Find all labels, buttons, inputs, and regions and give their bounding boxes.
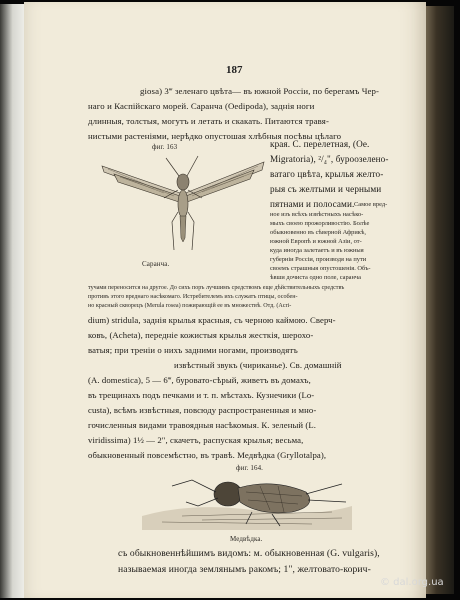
- text-line: края. С. перелетная, (Oe.: [270, 139, 370, 149]
- text-line: ватаго цвѣта, крылья желто-: [270, 169, 384, 179]
- watermark: © dal.org.ua: [380, 577, 444, 588]
- figure-caption: Медвѣдка.: [230, 535, 263, 543]
- book-page: [24, 2, 426, 598]
- text-line: наго и Каспійскаго морей. Саранча (Oedipoda), заднія ноги: [88, 101, 315, 111]
- small-text-line: своемъ страшныя опустошенія. Объ-: [270, 265, 371, 272]
- text-line: dium) stridula, заднія крылья красныя, съ черною каймою. Сверч-: [88, 315, 336, 325]
- text-line: ковъ, (Acheta), передніе кожистыя крылья жесткія, шерохо-: [88, 330, 314, 340]
- small-text-line: ѣвши дочиста одно поле, саранча: [270, 274, 361, 281]
- small-text-line: куда иногда залетаетъ и въ южныя: [270, 247, 364, 254]
- figure-label: фиг. 164.: [236, 464, 264, 472]
- text-line: ватыя; при треніи о нихъ задними ногами, производятъ: [88, 345, 298, 355]
- small-text-line: тучами переносится на другое. До сихъ поръ лучшимъ средствомъ еще дѣйствительныхъ средствъ: [88, 285, 345, 291]
- mole-cricket-illustration: [142, 472, 352, 530]
- text-line: viridissima) 1½ — 2", скачетъ, распуская крылья; весьма,: [88, 435, 304, 445]
- small-text-line: противъ этого вреднаго насѣкомаго. Истребителемъ ихъ служатъ птицы, особен-: [88, 294, 298, 300]
- text-line: называемая иногда землянымъ ракомъ; 1", желтовато-корич-: [118, 564, 371, 575]
- small-text-line: губерніи Россіи, производя на пути: [270, 256, 367, 263]
- text-line: извѣстный звукъ (чириканье). Св. домашній: [174, 360, 342, 370]
- text-line: нистыми растеніями, нерѣдко опустошая хлѣбныя посѣвы цѣлаго: [88, 131, 342, 141]
- small-text-line: ное изъ всѣхъ извѣстныхъ насѣко-: [270, 211, 364, 218]
- small-text-line: обыкновенно въ сѣверной Африкѣ,: [270, 229, 366, 236]
- small-text-line: южной Европѣ и южной Азіи, от-: [270, 238, 362, 245]
- page-number: 187: [226, 64, 243, 76]
- text-line: custa), всѣмъ извѣстныя, повсюду распространенныя и мно-: [88, 405, 317, 415]
- figure-label: фиг. 163: [152, 143, 178, 151]
- small-text-line: но красный скворецъ (Merula rosea) пожирающій ее въ множествѣ. Отд. (Acri-: [88, 303, 292, 309]
- text-line: обыкновенный повсемѣстно, въ травѣ. Медвѣдка (Gryllotalpa),: [88, 450, 327, 460]
- text-line: гочисленныя видами травоядныя насѣкомыя. К. зеленый (L.: [88, 420, 317, 430]
- locust-illustration: [94, 152, 272, 257]
- small-text-line: мыхъ своею прожорливостію. Болѣе: [270, 220, 370, 227]
- text-line: рыя съ желтыми и черными: [270, 184, 382, 194]
- text-line: giosa) 3‴ зеленаго цвѣта— въ южной Россіи, по берегамъ Чер-: [140, 86, 380, 96]
- text-line: съ обыкновеннѣйшимъ видомъ: м. обыкновенная (G. vulgaris),: [118, 548, 380, 559]
- small-text-line: Самое вред-: [354, 201, 388, 208]
- text-line: длинныя, толстыя, могутъ и летать и скакать. Питаются травя-: [88, 116, 329, 126]
- text-line: (A. domestica), 5 — 6‴, буровато-сѣрый, живетъ въ домахъ,: [88, 375, 311, 385]
- text-line: въ трещинахъ подъ печками и т. п. мѣстахъ. Кузнечики (Lo-: [88, 390, 315, 400]
- text-line: пятнами и полосами.: [270, 199, 355, 209]
- figure-caption: Саранча.: [142, 260, 170, 268]
- text-line: Migratoria), ²/₄", буроозелено-: [270, 154, 389, 164]
